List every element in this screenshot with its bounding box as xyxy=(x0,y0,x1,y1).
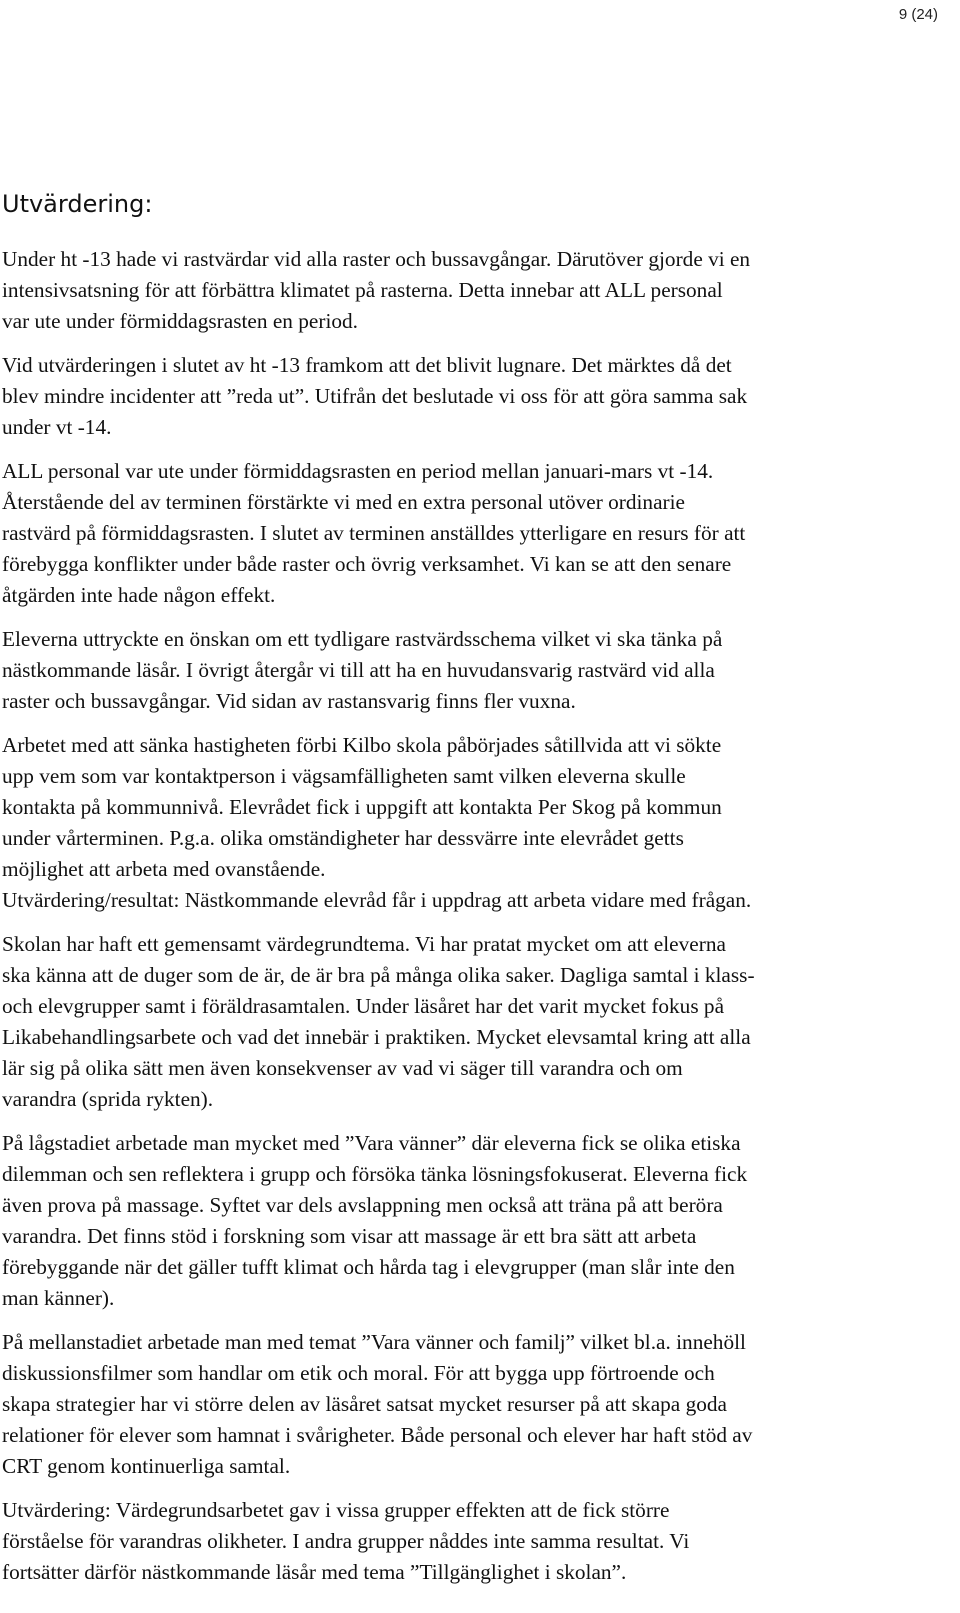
text-line: nästkommande läsår. I övrigt återgår vi till att ha en huvudansvarig rastvärd vid alla xyxy=(2,658,715,682)
text-line: Återstående del av terminen förstärkte vi med en extra personal utöver ordinarie xyxy=(2,490,685,514)
document-body xyxy=(2,186,942,1588)
text-line: skapa strategier har vi större delen av läsåret satsat mycket resurser på att skapa goda xyxy=(2,1392,727,1416)
text-line: raster och bussavgångar. Vid sidan av rastansvarig finns fler vuxna. xyxy=(2,689,576,713)
paragraph-utvardering-ht13 xyxy=(2,350,942,443)
paragraph-hastighet xyxy=(2,730,942,916)
text-line: Eleverna uttryckte en önskan om ett tydligare rastvärdsschema vilket vi ska tänka på xyxy=(2,627,723,651)
paragraph-utvardering-vardegrund xyxy=(2,1495,942,1588)
text-line: lär sig på olika sätt men även konsekvenser av vad vi säger till varandra och om xyxy=(2,1056,683,1080)
text-line: under vt -14. xyxy=(2,415,112,439)
text-line: Skolan har haft ett gemensamt värdegrundtema. Vi har pratat mycket om att eleverna xyxy=(2,932,726,956)
text-line: åtgärden inte hade någon effekt. xyxy=(2,583,276,607)
text-line: CRT genom kontinuerliga samtal. xyxy=(2,1454,291,1478)
text-line: relationer för elever som hamnat i svårigheter. Både personal och elever har haft stöd av xyxy=(2,1423,753,1447)
text-line: Vid utvärderingen i slutet av ht -13 framkom att det blivit lugnare. Det märktes då det xyxy=(2,353,732,377)
text-line: även prova på massage. Syftet var dels avslappning men också att träna på att beröra xyxy=(2,1193,723,1217)
text-line: diskussionsfilmer som handlar om etik och moral. För att bygga upp förtroende och xyxy=(2,1361,715,1385)
text-line: upp vem som var kontaktperson i vägsamfälligheten samt vilken eleverna skulle xyxy=(2,764,686,788)
text-line: man känner). xyxy=(2,1286,115,1310)
text-line: rastvärd på förmiddagsrasten. I slutet av terminen anställdes ytterligare en resurs för att xyxy=(2,521,746,545)
text-line: Likabehandlingsarbete och vad det innebär i praktiken. Mycket elevsamtal kring att alla xyxy=(2,1025,751,1049)
text-line: förebygga konflikter under både raster och övrig verksamhet. Vi kan se att den senare xyxy=(2,552,732,576)
text-line: under vårterminen. P.g.a. olika omständigheter har dessvärre inte elevrådet getts xyxy=(2,826,684,850)
paragraph-vardegrund xyxy=(2,929,942,1115)
text-line: intensivsatsning för att förbättra klimatet på rasterna. Detta innebar att ALL personal xyxy=(2,278,723,302)
text-line: På lågstadiet arbetade man mycket med ”Vara vänner” där eleverna fick se olika etiska xyxy=(2,1131,741,1155)
text-line: Arbetet med att sänka hastigheten förbi Kilbo skola påbörjades såtillvida att vi sökte xyxy=(2,733,722,757)
text-line: förståelse för varandras olikheter. I andra grupper nåddes inte samma resultat. Vi xyxy=(2,1529,690,1553)
text-line: Under ht -13 hade vi rastvärdar vid alla raster och bussavgångar. Därutöver gjorde vi en xyxy=(2,247,751,271)
text-line: kontakta på kommunnivå. Elevrådet fick i uppgift att kontakta Per Skog på kommun xyxy=(2,795,722,819)
text-line: möjlighet att arbeta med ovanstående. xyxy=(2,857,326,881)
text-line: fortsätter därför nästkommande läsår med tema ”Tillgänglighet i skolan”. xyxy=(2,1560,627,1584)
paragraph-lagstadiet xyxy=(2,1128,942,1314)
text-line: varandra. Det finns stöd i forskning som visar att massage är ett bra sätt att arbeta xyxy=(2,1224,697,1248)
section-heading: Utvärdering: xyxy=(2,190,153,218)
text-line: På mellanstadiet arbetade man med temat ”Vara vänner och familj” vilket bl.a. innehöll xyxy=(2,1330,746,1354)
paragraph-rastvardsschema xyxy=(2,624,942,717)
text-line: var ute under förmiddagsrasten en period. xyxy=(2,309,359,333)
text-line: blev mindre incidenter att ”reda ut”. Utifrån det beslutade vi oss för att göra samma sak xyxy=(2,384,748,408)
page-number: 9 (24) xyxy=(898,6,938,23)
paragraph-mellanstadiet xyxy=(2,1327,942,1482)
text-line: förebyggande när det gäller tufft klimat och hårda tag i elevgrupper (man slår inte den xyxy=(2,1255,735,1279)
text-line: ska känna att de duger som de är, de är bra på många olika saker. Dagliga samtal i klass- xyxy=(2,963,755,987)
text-line: och elevgrupper samt i föräldrasamtalen. Under läsåret har det varit mycket fokus på xyxy=(2,994,725,1018)
text-line: Utvärdering/resultat: Nästkommande elevråd får i uppdrag att arbeta vidare med frågan. xyxy=(2,888,752,912)
text-line: Utvärdering: Värdegrundsarbetet gav i vissa grupper effekten att de fick större xyxy=(2,1498,670,1522)
text-line: varandra (sprida rykten). xyxy=(2,1087,214,1111)
text-line: ALL personal var ute under förmiddagsrasten en period mellan januari-mars vt -14. xyxy=(2,459,714,483)
paragraph-vt14 xyxy=(2,456,942,611)
text-line: dilemman och sen reflektera i grupp och försöka tänka lösningsfokuserat. Eleverna fick xyxy=(2,1162,748,1186)
paragraph-rastvardar xyxy=(2,244,942,337)
